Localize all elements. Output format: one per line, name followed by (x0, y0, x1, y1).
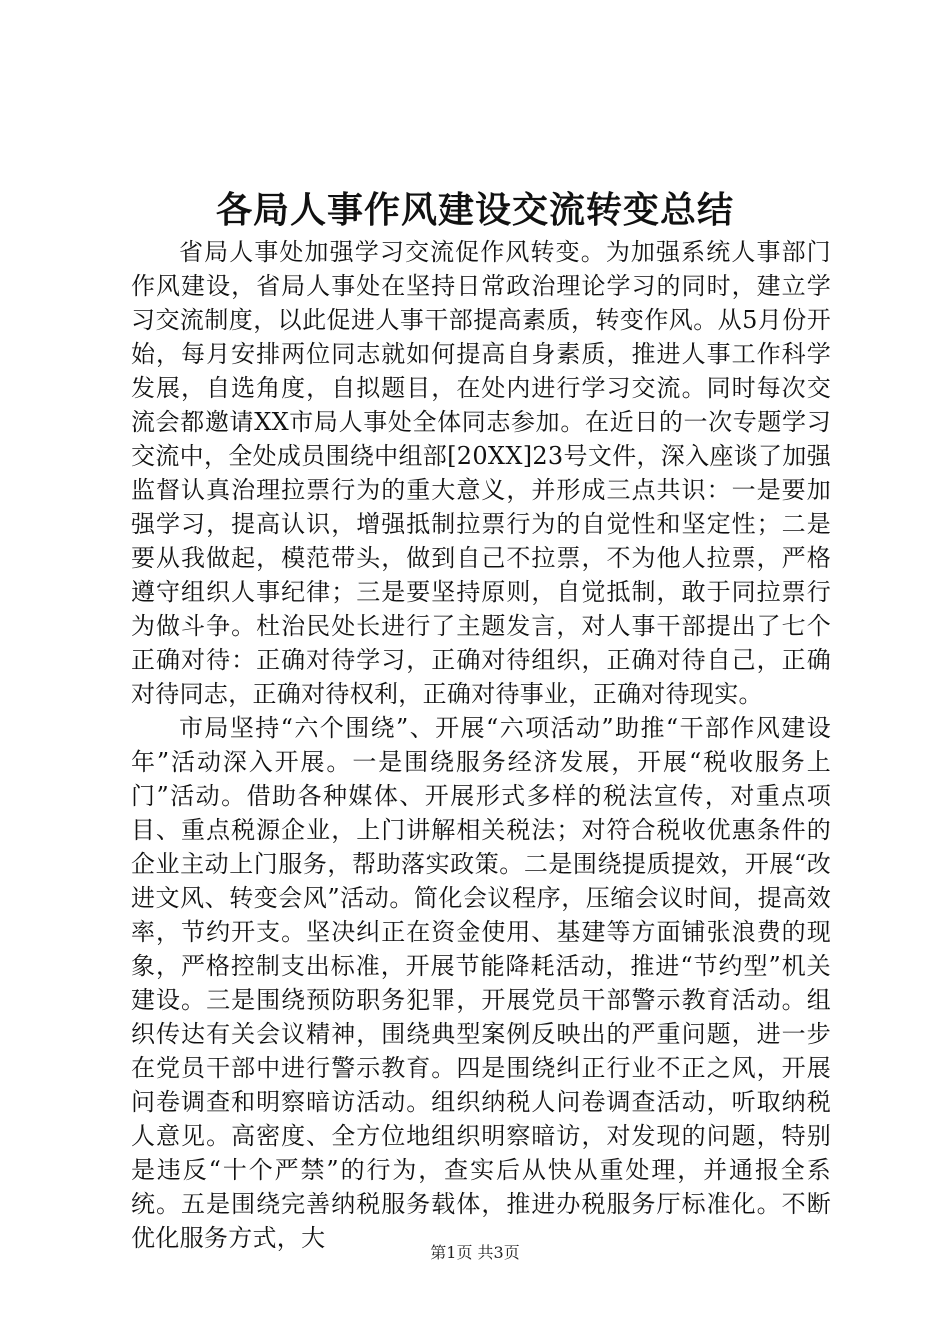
page-number-footer: 第1页 共3页 (430, 1243, 520, 1262)
document-body (131, 235, 831, 1255)
paragraph-2: 市局坚持“六个围绕”、开展“六项活动”助推“干部作风建设年”活动深入开展。一是围绕服务经济发展，开展“税收服务上门”活动。借助各种媒体、开展形式多样的税法宣传，对重点项目、重点税源企业，上门讲解相关税法；对符合税收优惠条件的企业主动上门服务，帮助落实政策。二是围绕提质提效，开展“改进文风、转变会风”活动。简化会议程序，压缩会议时间，提高效率，节约开支。坚决纠正在资金使用、基建等方面铺张浪费的现象，严格控制支出标准，开展节能降耗活动，推进“节约型”机关建设。三是围绕预防职务犯罪，开展党员干部警示教育活动。组织传达有关会议精神，围绕典型案例反映出的严重问题，进一步在党员干部中进行警示教育。四是围绕纠正行业不正之风，开展问卷调查和明察暗访活动。组织纳税人问卷调查活动，听取纳税人意见。高密度、全方位地组织明察暗访，对发现的问题，特别是违反“十个严禁”的行为，查实后从快从重处理，并通报全系统。五是围绕完善纳税服务载体，推进办税服务厅标准化。不断优化服务方式，大 (131, 714, 831, 1252)
document-title: 各局人事作风建设交流转变总结 (215, 189, 734, 231)
paragraph-1: 省局人事处加强学习交流促作风转变。为加强系统人事部门作风建设，省局人事处在坚持日常政治理论学习的同时，建立学习交流制度，以此促进人事干部提高素质，转变作风。从5月份开始，每月安排两位同志就如何提高自身素质，推进人事工作科学发展，自选角度，自拟题目，在处内进行学习交流。同时每次交流会都邀请XX市局人事处全体同志参加。在近日的一次专题学习交流中，全处成员围绕中组部[20XX]23号文件，深入座谈了加强监督认真治理拉票行为的重大意义，并形成三点共识：一是要加强学习，提高认识，增强抵制拉票行为的自觉性和坚定性；二是要从我做起，模范带头，做到自己不拉票，不为他人拉票，严格遵守组织人事纪律；三是要坚持原则，自觉抵制，敢于同拉票行为做斗争。杜治民处长进行了主题发言，对人事干部提出了七个正确对待：正确对待学习，正确对待组织，正确对待自己，正确对待同志，正确对待权利，正确对待事业，正确对待现实。 (131, 238, 831, 708)
